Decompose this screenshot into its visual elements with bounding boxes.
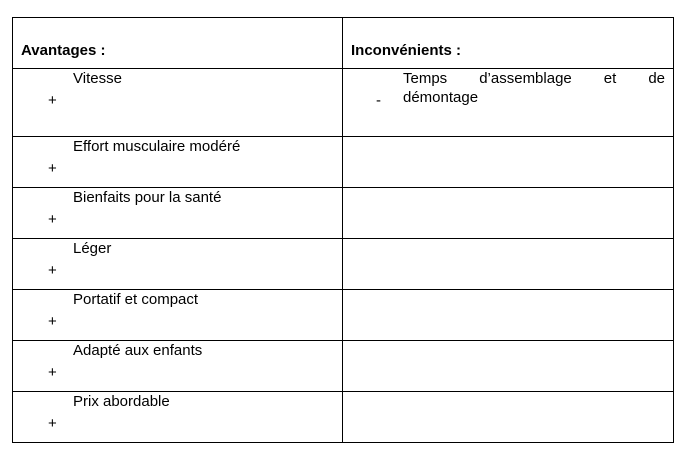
disadvantage-text (403, 69, 665, 107)
advantage-text: Effort musculaire modéré (73, 138, 241, 155)
table-row (13, 69, 674, 137)
empty-cell (343, 392, 674, 443)
word: et (603, 70, 617, 87)
word: de (648, 70, 665, 87)
advantage-text: Prix abordable (73, 393, 170, 410)
disadvantages-heading: Inconvénients : (351, 42, 462, 59)
advantages-header-cell (13, 18, 343, 69)
empty-cell (343, 239, 674, 290)
plus-bullet: + (48, 313, 57, 330)
advantage-cell (13, 290, 343, 341)
empty-cell (343, 137, 674, 188)
advantages-heading: Avantages : (21, 42, 106, 59)
table-row (13, 341, 674, 392)
plus-bullet: + (48, 92, 57, 109)
advantage-cell (13, 392, 343, 443)
advantage-cell (13, 188, 343, 239)
table-row (13, 239, 674, 290)
dash-bullet: - (376, 92, 381, 109)
empty-cell (343, 290, 674, 341)
disadvantages-header-cell (343, 18, 674, 69)
plus-bullet: + (48, 160, 57, 177)
table-row (13, 137, 674, 188)
table-row (13, 392, 674, 443)
advantage-cell (13, 137, 343, 188)
word: Temps (403, 70, 448, 87)
advantage-text: Adapté aux enfants (73, 342, 203, 359)
plus-bullet: + (48, 211, 57, 228)
disadvantage-text-line1 (403, 69, 665, 88)
word: d’assemblage (479, 70, 572, 87)
advantage-cell (13, 341, 343, 392)
advantage-text: Léger (73, 240, 112, 257)
empty-cell (343, 188, 674, 239)
header-row (13, 18, 674, 69)
disadvantage-cell (343, 69, 674, 137)
table-row (13, 290, 674, 341)
advantage-text: Vitesse (73, 70, 122, 87)
advantage-text: Portatif et compact (73, 291, 199, 308)
pros-cons-table (12, 17, 674, 443)
disadvantage-text-line2: démontage (403, 89, 479, 106)
advantage-text: Bienfaits pour la santé (73, 189, 222, 206)
empty-cell (343, 341, 674, 392)
plus-bullet: + (48, 262, 57, 279)
table-row (13, 188, 674, 239)
plus-bullet: + (48, 415, 57, 432)
advantage-cell (13, 69, 343, 137)
advantage-cell (13, 239, 343, 290)
plus-bullet: + (48, 364, 57, 381)
